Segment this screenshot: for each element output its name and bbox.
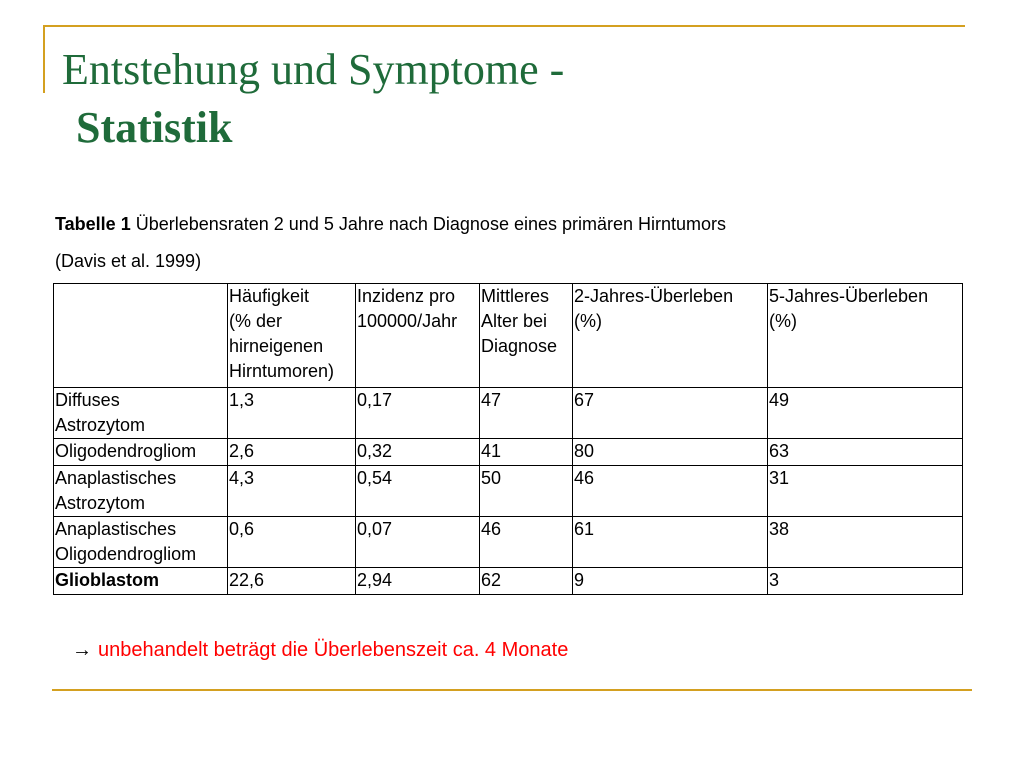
table-row <box>54 388 963 439</box>
table-cell: 61 <box>573 517 768 568</box>
table-caption <box>55 206 726 280</box>
table-header-cell: 2-Jahres-Überleben (%) <box>573 284 768 388</box>
table-header-cell: Mittleres Alter bei Diagnose <box>480 284 573 388</box>
table-header-cell: Inzidenz pro 100000/Jahr <box>356 284 480 388</box>
caption-text: Überlebensraten 2 und 5 Jahre nach Diagnose eines primären Hirntumors <box>130 214 727 234</box>
table-cell: 22,6 <box>228 568 356 595</box>
table-header-cell: 5-Jahres-Überleben (%) <box>768 284 963 388</box>
table-cell: 49 <box>768 388 963 439</box>
table-cell: 31 <box>768 466 963 517</box>
table-cell: 2,94 <box>356 568 480 595</box>
table-cell: 38 <box>768 517 963 568</box>
survival-note <box>72 637 568 663</box>
table-header-row <box>54 284 963 388</box>
table-cell: 50 <box>480 466 573 517</box>
survival-table <box>53 283 963 595</box>
accent-line-left <box>43 25 45 93</box>
tumor-type-cell: Anaplastisches Oligodendrogliom <box>54 517 228 568</box>
caption-source: (Davis et al. 1999) <box>55 251 202 271</box>
slide-title <box>62 44 564 154</box>
table-cell: 9 <box>573 568 768 595</box>
right-arrow-icon: → <box>72 639 92 661</box>
table-cell: 41 <box>480 439 573 466</box>
table-cell: 46 <box>480 517 573 568</box>
table-cell: 4,3 <box>228 466 356 517</box>
tumor-type-cell: Anaplastisches Astrozytom <box>54 466 228 517</box>
table-row <box>54 466 963 517</box>
table-cell: 0,17 <box>356 388 480 439</box>
table-cell: 2,6 <box>228 439 356 466</box>
table-cell: 47 <box>480 388 573 439</box>
table-cell: 3 <box>768 568 963 595</box>
table-header-cell: Häufigkeit (% der hirneigenen Hirntumoren) <box>228 284 356 388</box>
accent-line-top <box>43 25 965 27</box>
table-row <box>54 568 963 595</box>
table-cell: 0,07 <box>356 517 480 568</box>
table-row <box>54 517 963 568</box>
tumor-type-cell: Oligodendrogliom <box>54 439 228 466</box>
table-cell: 0,6 <box>228 517 356 568</box>
table-cell: 1,3 <box>228 388 356 439</box>
note-text: unbehandelt beträgt die Überlebenszeit ca. 4 Monate <box>98 639 569 661</box>
table-cell: 67 <box>573 388 768 439</box>
slide-title-line1: Entstehung und Symptome - <box>62 45 565 94</box>
accent-line-bottom <box>52 689 972 691</box>
table-cell: 63 <box>768 439 963 466</box>
table-cell: 80 <box>573 439 768 466</box>
slide-title-line2: Statistik <box>76 103 233 152</box>
tumor-type-cell: Diffuses Astrozytom <box>54 388 228 439</box>
tumor-type-cell: Glioblastom <box>54 568 228 595</box>
caption-line <box>55 206 726 243</box>
caption-label: Tabelle 1 <box>55 214 131 234</box>
table-cell: 0,32 <box>356 439 480 466</box>
table-cell: 62 <box>480 568 573 595</box>
table-row <box>54 439 963 466</box>
table-cell: 0,54 <box>356 466 480 517</box>
table-header-cell <box>54 284 228 388</box>
table-cell: 46 <box>573 466 768 517</box>
